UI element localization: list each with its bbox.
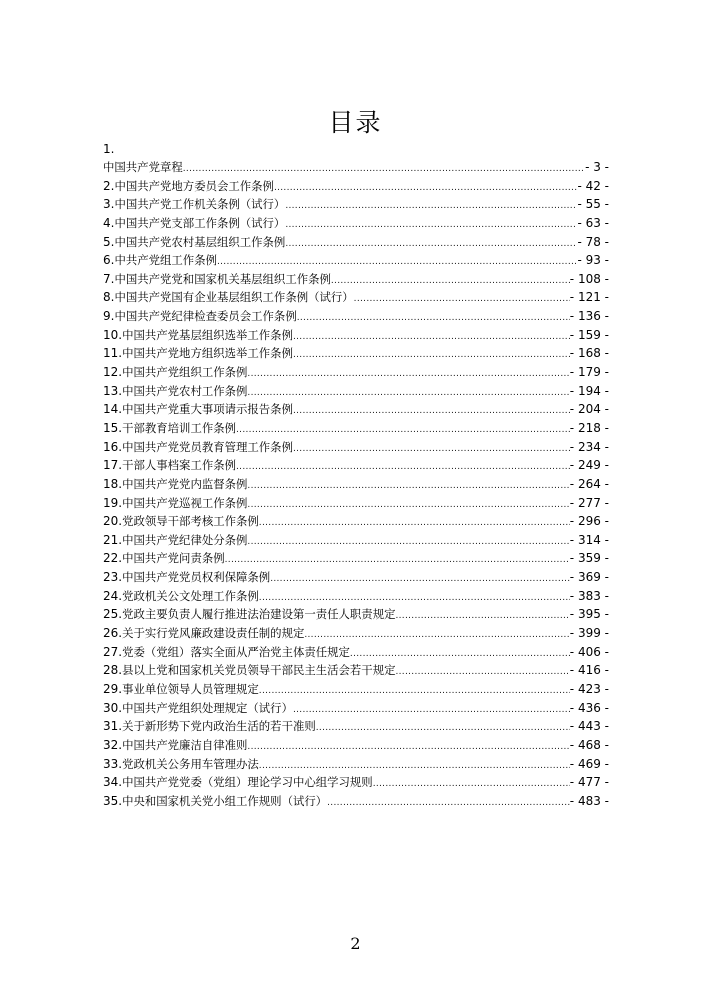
toc-entry[interactable]	[103, 643, 609, 662]
toc-entry-number: 29.	[103, 681, 123, 696]
toc-entry-title: 党政主要负责人履行推进法治建设第一责任人职责规定	[122, 607, 396, 622]
toc-entry-title: 干部教育培训工作条例	[122, 420, 237, 435]
toc-entry-page: - 395 -	[569, 607, 609, 622]
toc-entry-title: 中国共产党支部工作条例（试行）	[114, 215, 286, 230]
toc-entry-number: 25.	[103, 607, 123, 622]
toc-dot-leader	[297, 309, 570, 328]
toc-dot-leader	[373, 775, 570, 794]
toc-entry-number: 6.	[103, 253, 115, 268]
toc-entry-page: - 296 -	[569, 514, 609, 529]
toc-entry-number: 13.	[103, 383, 123, 398]
toc-list	[103, 158, 609, 810]
toc-entry-title: 中国共产党农村基层组织工作条例	[114, 234, 286, 249]
toc-entry-title: 事业单位领导人员管理规定	[122, 681, 259, 696]
toc-entry-title: 中国共产党党员权利保障条例	[122, 570, 271, 585]
toc-entry-title: 中国共产党纪律处分条例	[122, 532, 248, 547]
toc-entry-title: 中国共产党组织工作条例	[122, 365, 248, 380]
toc-entry-title: 中国共产党党委（党组）理论学习中心组学习规则	[122, 775, 373, 790]
toc-entry-number: 18.	[103, 476, 123, 491]
toc-entry-title: 中国共产党巡视工作条例	[122, 495, 248, 510]
toc-entry-number: 15.	[103, 420, 123, 435]
toc-entry-number: 11.	[103, 346, 123, 361]
toc-dot-leader	[293, 328, 570, 347]
toc-entry[interactable]	[103, 680, 609, 699]
toc-entry-number: 20.	[103, 514, 123, 529]
toc-entry-title: 中国共产党农村工作条例	[122, 383, 248, 398]
toc-dot-leader	[259, 682, 570, 701]
toc-entry-number: 28.	[103, 663, 123, 678]
toc-entry[interactable]	[103, 363, 609, 382]
toc-entry-number: 22.	[103, 551, 123, 566]
toc-entry-title: 干部人事档案工作条例	[122, 458, 237, 473]
toc-dot-leader	[354, 290, 570, 309]
toc-entry-number: 8.	[103, 290, 115, 305]
toc-entry[interactable]	[103, 251, 609, 270]
toc-entry-page: - 168 -	[569, 346, 609, 361]
toc-entry[interactable]	[103, 736, 609, 755]
toc-entry-page: - 369 -	[569, 570, 609, 585]
toc-entry-number: 12.	[103, 365, 123, 380]
toc-entry-title: 中国共产党基层组织选举工作条例	[122, 327, 293, 342]
toc-entry-page: - 483 -	[569, 793, 609, 808]
toc-dot-leader	[247, 477, 569, 496]
toc-entry-number: 16.	[103, 439, 123, 454]
toc-entry-number: 17.	[103, 458, 123, 473]
toc-dot-leader	[247, 496, 569, 515]
toc-entry-title: 中国共产党党员教育管理工作条例	[122, 439, 293, 454]
toc-entry-title: 党政机关公文处理工作条例	[122, 588, 259, 603]
toc-entry-page: - 436 -	[569, 700, 609, 715]
toc-entry-number: 2.	[103, 178, 115, 193]
toc-entry-page: - 264 -	[569, 476, 609, 491]
toc-entry[interactable]	[103, 344, 609, 363]
toc-entry[interactable]	[103, 531, 609, 550]
toc-entry-number: 19.	[103, 495, 123, 510]
toc-dot-leader	[236, 458, 570, 477]
toc-entry-title: 中国共产党地方组织选举工作条例	[122, 346, 293, 361]
toc-entry-number: 27.	[103, 644, 123, 659]
toc-entry[interactable]	[103, 587, 609, 606]
toc-entry-page: - 194 -	[569, 383, 609, 398]
toc-entry-page: - 277 -	[569, 495, 609, 510]
toc-entry-title: 关于实行党风廉政建设责任制的规定	[122, 626, 305, 641]
toc-entry-page: - 63 -	[577, 215, 609, 230]
toc-entry[interactable]	[103, 307, 609, 326]
toc-entry-number: 7.	[103, 271, 115, 286]
toc-entry-title: 中国共产党组织处理规定（试行）	[122, 700, 293, 715]
toc-entry-number: 35.	[103, 793, 123, 808]
toc-entry[interactable]	[103, 773, 609, 792]
toc-entry-number: 33.	[103, 756, 123, 771]
toc-entry[interactable]	[103, 400, 609, 419]
toc-entry-page: - 406 -	[569, 644, 609, 659]
toc-entry-page: - 399 -	[569, 626, 609, 641]
toc-entry[interactable]	[103, 792, 609, 811]
toc-dot-leader	[293, 402, 570, 421]
toc-entry-page: - 55 -	[577, 197, 609, 212]
toc-entry[interactable]	[103, 158, 609, 177]
toc-entry-title: 党政领导干部考核工作条例	[122, 514, 259, 529]
toc-dot-leader	[285, 216, 577, 235]
toc-entry[interactable]	[103, 512, 609, 531]
toc-entry-title: 中共产党组工作条例	[114, 253, 217, 268]
toc-entry-page: - 159 -	[569, 327, 609, 342]
toc-entry[interactable]	[103, 549, 609, 568]
toc-dot-leader	[247, 533, 569, 552]
toc-entry-page: - 42 -	[577, 178, 609, 193]
toc-entry-number: 23.	[103, 570, 123, 585]
toc-dot-leader	[293, 701, 570, 720]
toc-entry-page: - 136 -	[569, 309, 609, 324]
toc-dot-leader	[247, 384, 569, 403]
toc-dot-leader	[331, 272, 570, 291]
toc-dot-leader	[395, 663, 569, 682]
toc-entry-page: - 3 -	[585, 160, 609, 174]
toc-entry-title: 中国共产党国有企业基层组织工作条例（试行）	[114, 290, 354, 305]
toc-entry-number: 31.	[103, 719, 123, 734]
table-of-contents	[103, 140, 609, 810]
toc-entry-title: 党政机关公务用车管理办法	[122, 756, 259, 771]
toc-dot-leader	[316, 719, 570, 738]
toc-dot-leader	[285, 235, 577, 254]
toc-dot-leader	[247, 365, 569, 384]
toc-entry-page: - 477 -	[569, 775, 609, 790]
toc-entry-title: 党委（党组）落实全面从严治党主体责任规定	[122, 644, 350, 659]
toc-entry[interactable]	[103, 419, 609, 438]
toc-dot-leader	[293, 440, 570, 459]
toc-dot-leader	[293, 346, 570, 365]
toc-entry-title: 中国共产党廉洁自律准则	[122, 737, 248, 752]
toc-entry[interactable]	[103, 605, 609, 624]
toc-entry[interactable]	[103, 717, 609, 736]
page-title: 目录	[328, 108, 383, 137]
toc-entry[interactable]	[103, 475, 609, 494]
toc-entry[interactable]	[103, 214, 609, 233]
toc-entry-page: - 204 -	[569, 402, 609, 417]
toc-entry-number: 10.	[103, 327, 123, 342]
toc-entry-title: 中国共产党问责条例	[122, 551, 225, 566]
toc-entry-title: 中国共产党党内监督条例	[122, 476, 248, 491]
toc-entry-title: 中国共产党章程	[103, 160, 183, 174]
toc-entry-number: 30.	[103, 700, 123, 715]
toc-entry-page: - 468 -	[569, 737, 609, 752]
toc-entry[interactable]	[103, 494, 609, 513]
toc-entry-page: - 108 -	[569, 271, 609, 286]
toc-entry-page: - 249 -	[569, 458, 609, 473]
toc-entry[interactable]	[103, 456, 609, 475]
toc-dot-leader	[395, 607, 569, 626]
toc-entry-title: 关于新形势下党内政治生活的若干准则	[122, 719, 316, 734]
toc-entry-number: 3.	[103, 197, 115, 212]
toc-entry[interactable]	[103, 661, 609, 680]
toc-entry-page: - 416 -	[569, 663, 609, 678]
toc-entry-number: 9.	[103, 309, 115, 324]
toc-entry[interactable]	[103, 755, 609, 774]
toc-entry[interactable]	[103, 438, 609, 457]
toc-dot-leader	[225, 551, 570, 570]
toc-entry-page: - 121 -	[569, 290, 609, 305]
toc-entry-page: - 78 -	[577, 234, 609, 249]
toc-entry[interactable]	[103, 382, 609, 401]
toc-dot-leader	[327, 794, 570, 813]
toc-entry-number: 26.	[103, 626, 123, 641]
toc-entry-page: - 423 -	[569, 681, 609, 696]
toc-entry[interactable]	[103, 326, 609, 345]
toc-entry-number: 32.	[103, 737, 123, 752]
toc-entry-number: 14.	[103, 402, 123, 417]
toc-entry-page: - 359 -	[569, 551, 609, 566]
toc-entry-page: - 234 -	[569, 439, 609, 454]
toc-dot-leader	[274, 179, 578, 198]
toc-entry[interactable]	[103, 568, 609, 587]
toc-entry-page: - 469 -	[569, 756, 609, 771]
toc-entry-number: 21.	[103, 532, 123, 547]
page-number: 2	[350, 934, 361, 953]
toc-dot-leader	[247, 738, 569, 757]
toc-entry-page: - 218 -	[569, 420, 609, 435]
toc-entry[interactable]	[103, 177, 609, 196]
toc-entry-page: - 179 -	[569, 365, 609, 380]
toc-entry-number: 4.	[103, 215, 115, 230]
toc-dot-leader	[285, 197, 577, 216]
toc-entry[interactable]	[103, 699, 609, 718]
toc-entry-number: 34.	[103, 775, 123, 790]
toc-first-number: 1.	[103, 142, 115, 156]
toc-entry[interactable]	[103, 233, 609, 252]
toc-dot-leader	[270, 570, 570, 589]
toc-entry[interactable]	[103, 624, 609, 643]
toc-entry-title: 中国共产党党和国家机关基层组织工作条例	[114, 271, 331, 286]
toc-entry-page: - 93 -	[577, 253, 609, 268]
toc-entry-number: 5.	[103, 234, 115, 249]
toc-entry-title: 中国共产党工作机关条例（试行）	[114, 197, 286, 212]
toc-entry[interactable]	[103, 270, 609, 289]
toc-entry-title: 中国共产党地方委员会工作条例	[114, 178, 274, 193]
toc-entry-title: 中国共产党重大事项请示报告条例	[122, 402, 293, 417]
toc-entry-title: 县以上党和国家机关党员领导干部民主生活会若干规定	[122, 663, 396, 678]
toc-entry-title: 中国共产党纪律检查委员会工作条例	[114, 309, 297, 324]
toc-entry-title: 中央和国家机关党小组工作规则（试行）	[122, 793, 328, 808]
toc-entry[interactable]	[103, 195, 609, 214]
toc-entry-page: - 443 -	[569, 719, 609, 734]
toc-entry-page: - 314 -	[569, 532, 609, 547]
toc-entry[interactable]	[103, 288, 609, 307]
toc-entry-page: - 383 -	[569, 588, 609, 603]
toc-dot-leader	[259, 514, 570, 533]
toc-entry-number: 24.	[103, 588, 123, 603]
